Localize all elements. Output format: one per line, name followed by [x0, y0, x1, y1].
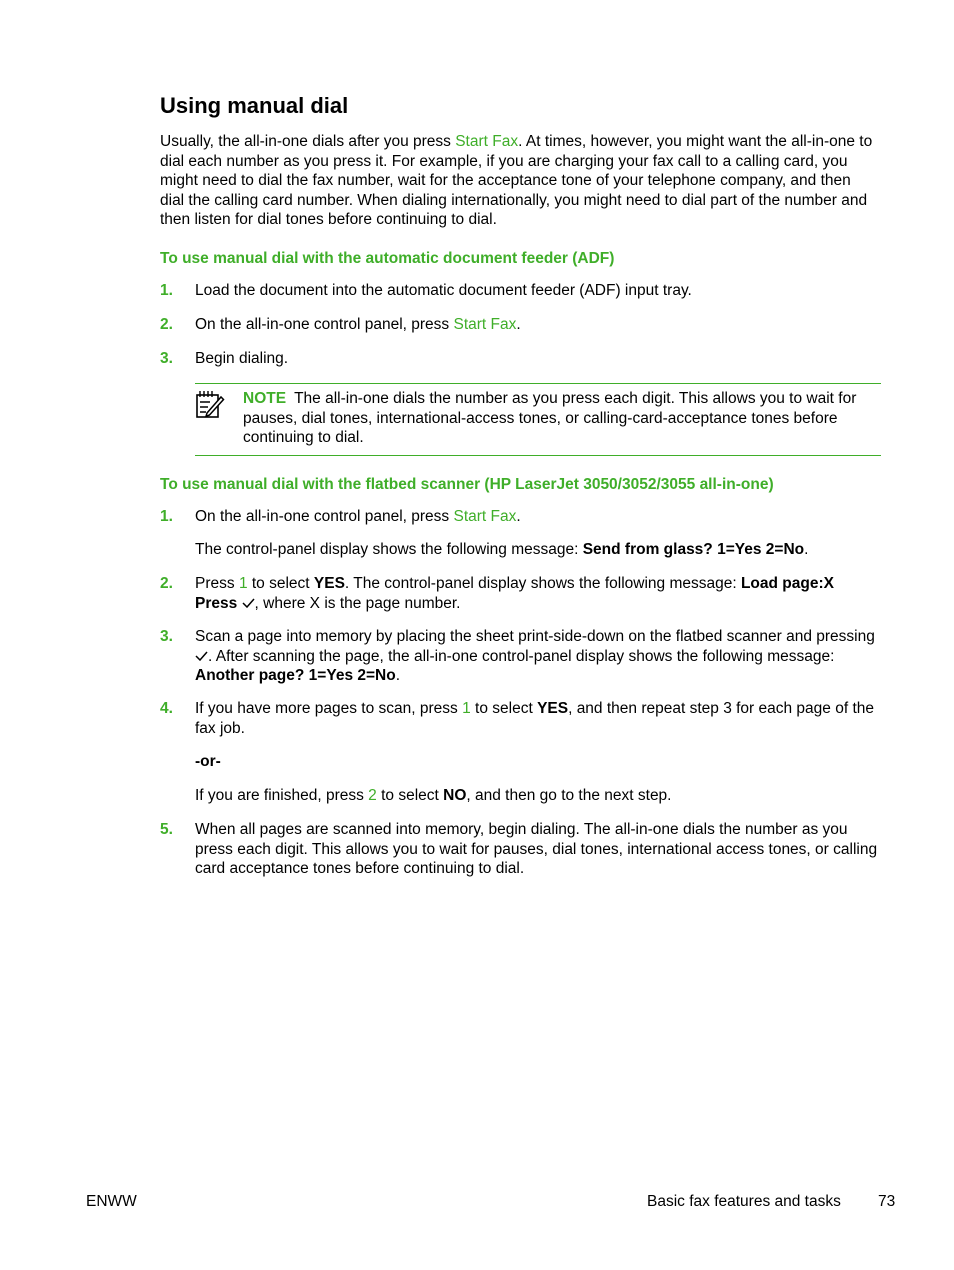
footer-section: Basic fax features and tasks	[647, 1193, 841, 1210]
checkmark-icon	[195, 651, 208, 661]
step-1-message: The control-panel display shows the following message: Send from glass? 1=Yes 2=No.	[195, 541, 809, 558]
note-label: NOTE	[243, 390, 287, 407]
flatbed-heading: To use manual dial with the flatbed scanner (HP LaserJet 3050/3052/3055 all-in-one)	[160, 476, 774, 493]
note-box: NOTE The all-in-one dials the number as you press each digit. This allows you to wait for pauses, dial tones, international-access tones, or calling-card-acceptance tones before continuing to dial.	[195, 383, 881, 456]
step-4-alternative: If you are finished, press 2 to select NO, and then go to the next step.	[195, 787, 672, 804]
or-separator: -or-	[195, 753, 221, 770]
page-number: 73	[878, 1193, 896, 1210]
start-fax-link: Start Fax	[455, 133, 519, 150]
checkmark-icon	[242, 598, 255, 608]
page-title: Using manual dial	[160, 93, 349, 118]
intro-paragraph: Usually, the all-in-one dials after you press Start Fax. At times, however, you might want the all-in-one to dial each number as you press it. For example, if you are charging your fax call to a calling card, you might need to dial the fax number, wait for the acceptance tone of your telephone company, and then dial the calling card number. When dialing internationally, you might need to dial part of the number and then listen for dial tones before continuing to dial.	[160, 133, 873, 228]
start-fax-link: Start Fax	[453, 508, 517, 525]
note-pad-icon	[195, 388, 225, 420]
footer-left: ENWW	[86, 1193, 137, 1210]
adf-heading: To use manual dial with the automatic document feeder (ADF)	[160, 250, 615, 267]
start-fax-link: Start Fax	[453, 316, 517, 333]
